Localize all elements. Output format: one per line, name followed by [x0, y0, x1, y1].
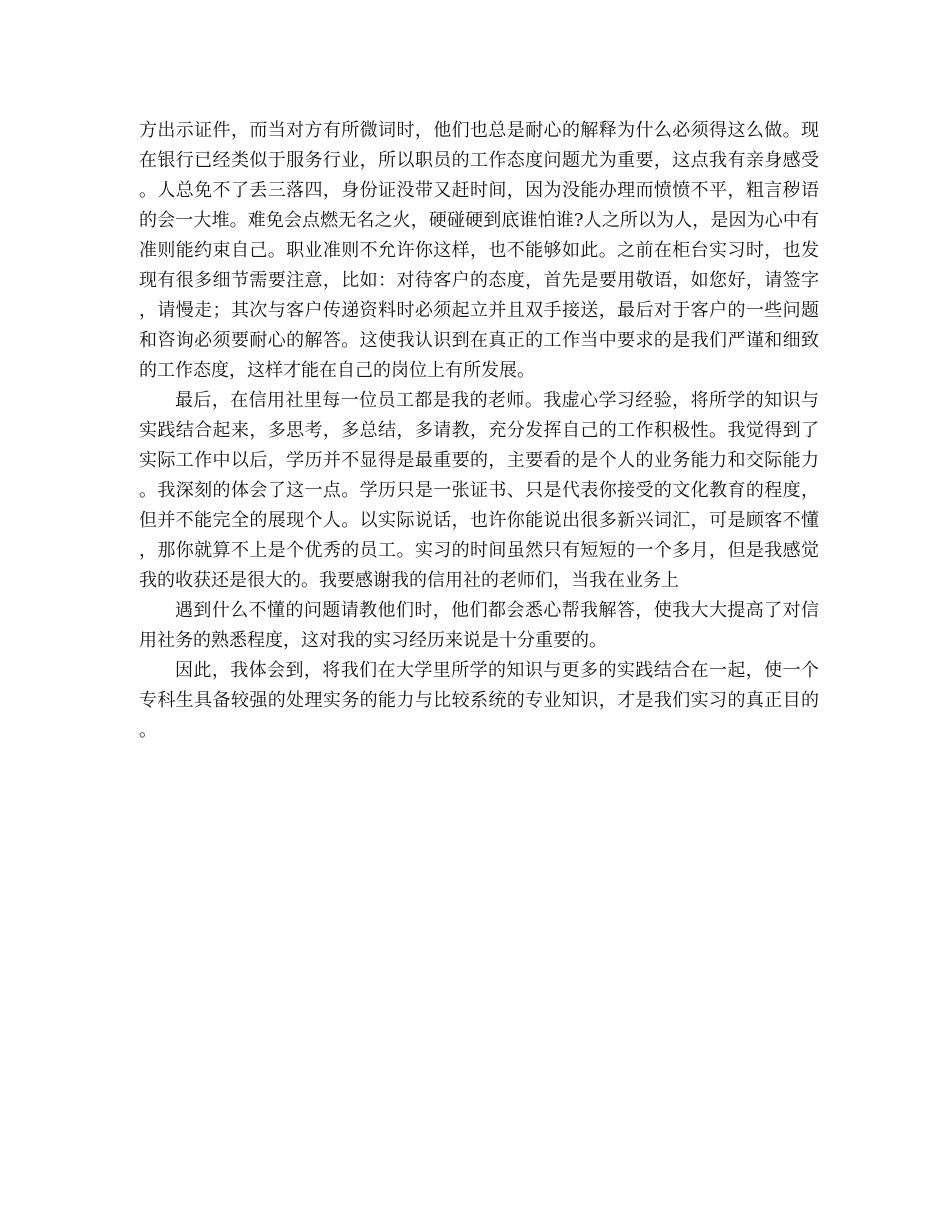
paragraph-2: 最后，在信用社里每一位员工都是我的老师。我虚心学习经验，将所学的知识与实践结合起来，多思考，多总结，多请教，充分发挥自己的工作积极性。我觉得到了实际工作中以后，学历并不显得是最重要的，主要看的是个人的业务能力和交际能力。我深刻的体会了这一点。学历只是一张证书、只是代表你接受的文化教育的程度，但并不能完全的展现个人。以实际说话，也许你能说出很多新兴词汇，可是顾客不懂，那你就算不上是个优秀的员工。实习的时间虽然只有短短的一个多月，但是我感觉我的收获还是很大的。我要感谢我的信用社的老师们，当我在业务上: [139, 390, 819, 591]
paragraph-1: 方出示证件，而当对方有所微词时，他们也总是耐心的解释为什么必须得这么做。现在银行已经类似于服务行业，所以职员的工作态度问题尤为重要，这点我有亲身感受。人总免不了丢三落四，身份证没带又赶时间，因为没能办理而愤愤不平，粗言秽语的会一大堆。难免会点燃无名之火，硬碰硬到底谁怕谁?人之所以为人，是因为心中有准则能约束自己。职业准则不允许你这样，也不能够如此。之前在柜台实习时，也发现有很多细节需要注意，比如：对待客户的态度，首先是要用敬语，如您好，请签字，请慢走；其次与客户传递资料时必须起立并且双手接送，最后对于客户的一些问题和咨询必须要耐心的解答。这使我认识到在真正的工作当中要求的是我们严谨和细致的工作态度，这样才能在自己的岗位上有所发展。: [139, 120, 819, 381]
paragraph-3: 遇到什么不懂的问题请教他们时，他们都会悉心帮我解答，使我大大提高了对信用社务的熟悉程度，这对我的实习经历来说是十分重要的。: [139, 600, 819, 651]
paragraph-4: 因此，我体会到，将我们在大学里所学的知识与更多的实践结合在一起，使一个专科生具备较强的处理实务的能力与比较系统的专业知识，才是我们实习的真正目的。: [139, 660, 819, 741]
document-body: [139, 116, 819, 746]
